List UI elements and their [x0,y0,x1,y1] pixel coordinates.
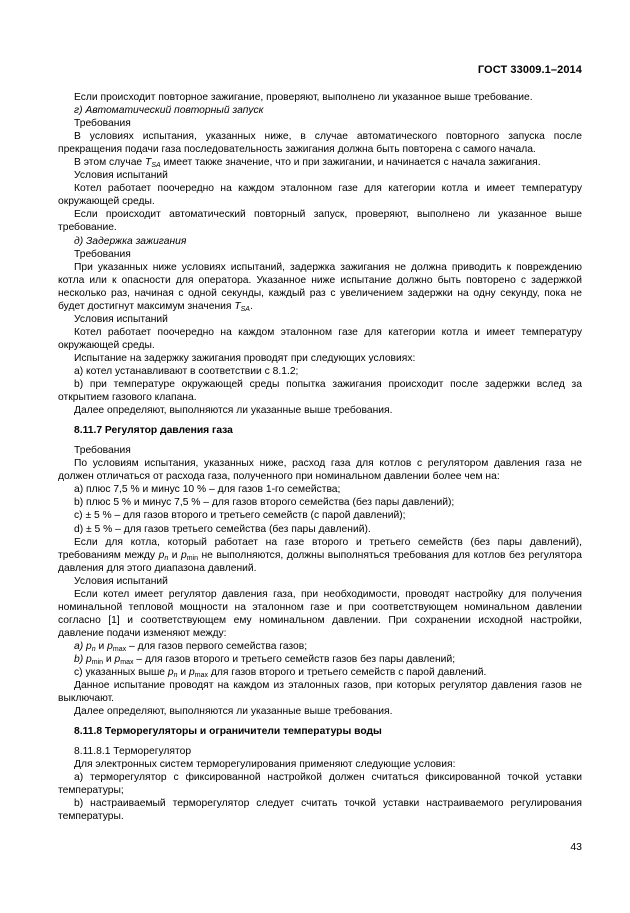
paragraph: Если для котла, который работает на газе второго и третьего семейств (без пары давлений), требованиям между $p_n$ и $p_{min}$ не выполняются, должны выполняться требования для котлов без регулятора давления для этого диапазона давлений. [58,536,582,574]
paragraph: Котел работает поочередно на каждом эталонном газе для категории котла и имеет температуру окружающей среды. [58,183,582,208]
list-item: a) плюс 7,5 % и минус 10 % – для газов 1-го семейства; [74,484,341,496]
paragraph: Для электронных систем терморегулирования применяют следующие условия: [74,759,456,771]
list-item: a) $p_n$ и $p_{max}$ – для газов первого семейства газов; [74,640,308,653]
subheading-test-conditions: Условия испытаний [74,170,168,182]
paragraph: Далее определяют, выполняются ли указанные выше требования. [74,706,393,718]
list-item: c) ± 5 % – для газов второго и третьего семейств (с парой давлений); [74,510,406,522]
paragraph: В условиях испытания, указанных ниже, в случае автоматического повторного запуска после прекращения подачи газа последовательность зажигания должна быть повторена с самого начала. [58,131,582,156]
document-body [58,91,582,824]
subheading-requirements: Требования [74,118,131,130]
paragraph: Испытание на задержку зажигания проводят при следующих условиях: [74,352,416,364]
paragraph: Если происходит автоматический повторный запуск, проверяют, выполнено ли указанное выше требование. [58,209,582,234]
list-item: a) котел устанавливают в соответствии с 8.1.2; [74,365,299,377]
list-item: b) $p_{min}$ и $p_{max}$ – для газов второго и третьего семейств газов без пары давлений; [74,653,456,666]
section-heading: 8.11.8 Терморегуляторы и ограничители температуры воды [74,726,382,738]
paragraph: Если происходит повторное зажигание, проверяют, выполнено ли указанное выше требование. [74,92,533,103]
paragraph: Далее определяют, выполняются ли указанные выше требования. [74,405,393,417]
subsection-heading: 8.11.8.1 Терморегулятор [74,746,192,758]
subheading-requirements: Требования [74,445,131,457]
list-item: b) плюс 5 % и минус 7,5 % – для газов второго семейства (без пары давлений); [74,497,455,509]
list-item: b) при температуре окружающей среды попытка зажигания происходит после задержки вслед за открытием газового клапана. [58,379,582,404]
list-item: b) настраиваемый терморегулятор следует считать точкой уставки настраиваемого регулирования температуры. [58,798,582,823]
list-item-heading: д) Задержка зажигания [74,235,187,247]
list-item: a) терморегулятор с фиксированной настройкой должен считаться фиксированной точкой уставки температуры; [58,772,582,797]
subheading-test-conditions: Условия испытаний [74,313,168,325]
document-header: ГОСТ 33009.1–2014 [477,64,582,76]
subheading-test-conditions: Условия испытаний [74,575,168,587]
section-heading: 8.11.7 Регулятор давления газа [74,425,233,437]
paragraph: Данное испытание проводят на каждом из эталонных газов, при которых регулятор давления газов не выключают. [58,680,582,705]
list-item-heading: г) Автоматический повторный запуск [74,105,264,117]
paragraph: Если котел имеет регулятор давления газа, при необходимости, проводят настройку для получения номинальной тепловой мощности на эталонном газе и при соответствующем номинальном давлении согласно [1] и соответствующем ему номинальном давлении. При сохранении исходной настройки, давление подачи изменяют между: [58,588,582,639]
subheading-requirements: Требования [74,248,131,260]
paragraph: Котел работает поочередно на каждом эталонном газе для категории котла и имеет температуру окружающей среды. [58,326,582,351]
paragraph: В этом случае $T_{SA}$ имеет также значение, что и при зажигании, и начинается с начала зажигания. [74,157,541,170]
page-number: 43 [570,841,582,853]
list-item: d) ± 5 % – для газов третьего семейства (без пары давлений). [74,523,371,535]
paragraph: При указанных ниже условиях испытаний, задержка зажигания не должна приводить к повреждению котла или к опасности для оператора. Указанное ниже испытание должно быть повторено с задержкой несколько раз, начиная с одной секунды, каждый раз с увеличением задержки на одну секунду, пока не будет достигнут максимум значения $T_{SA}$. [58,261,582,313]
paragraph: По условиям испытания, указанных ниже, расход газа для котлов с регулятором давления газа не должен отличаться от расхода газа, полученного при номинальном давлении более чем на: [58,458,582,483]
list-item: c) указанных выше $p_n$ и $p_{max}$ для газов второго и третьего семейств с парой давлений. [74,667,487,680]
